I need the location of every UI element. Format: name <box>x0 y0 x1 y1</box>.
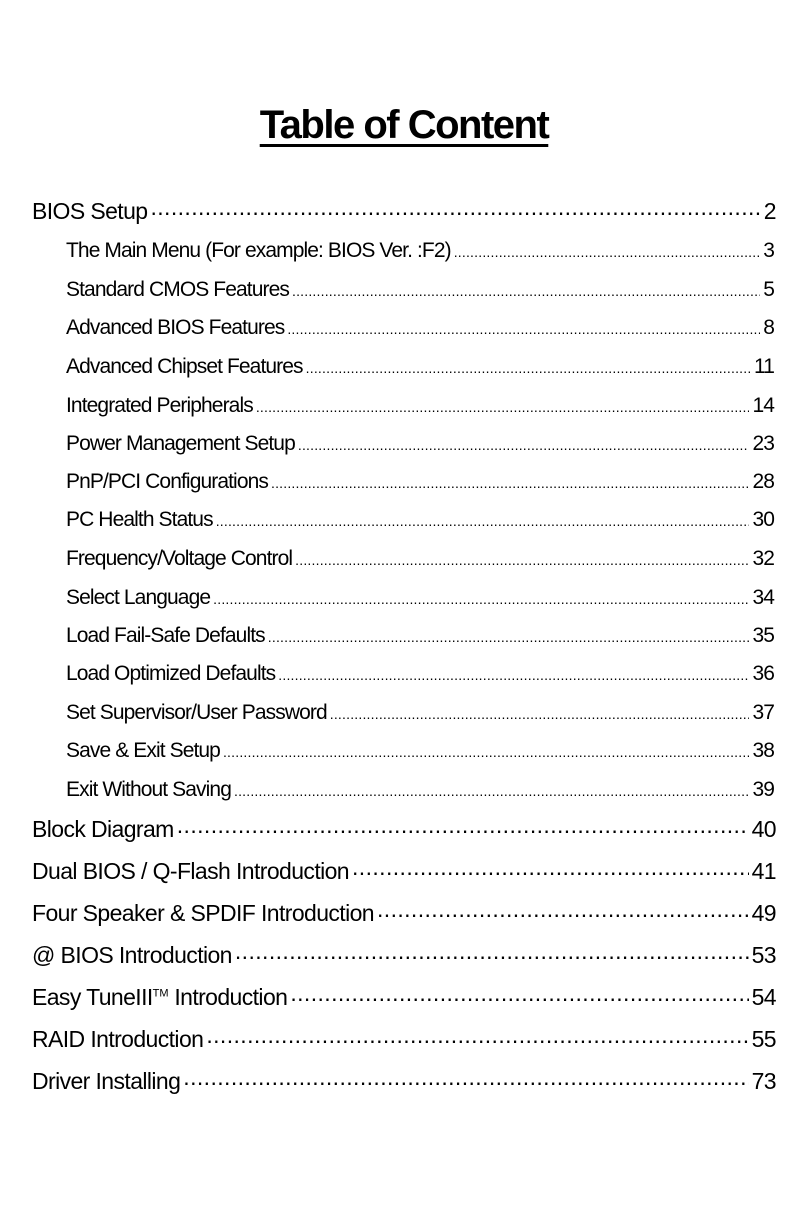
toc-entry-save-exit[interactable] <box>66 736 774 763</box>
toc-entry-page: 28 <box>752 470 774 493</box>
toc-dot-leader <box>234 775 749 796</box>
toc-entry-page: 39 <box>752 778 774 801</box>
toc-entry-page: 3 <box>763 239 774 262</box>
toc-entry-page: 37 <box>752 701 774 724</box>
toc-dot-leader <box>223 736 749 757</box>
toc-entry-fail-safe-defaults[interactable] <box>66 621 774 648</box>
toc-entry-pc-health[interactable] <box>66 505 774 532</box>
toc-entry-page: 36 <box>752 662 774 685</box>
toc-entry-label: Power Management Setup <box>66 432 295 455</box>
toc-entry-optimized-defaults[interactable] <box>66 659 774 686</box>
toc-dot-leader <box>377 898 749 921</box>
toc-entry-label: Dual BIOS / Q-Flash Introduction <box>32 858 349 884</box>
toc-entry-label: @ BIOS Introduction <box>32 942 232 968</box>
toc-entry-page: 32 <box>752 547 774 570</box>
toc-entry-label: Advanced Chipset Features <box>66 355 303 378</box>
toc-dot-leader <box>330 698 750 719</box>
toc-entry-page: 30 <box>752 508 774 531</box>
toc-dot-leader <box>278 659 749 680</box>
toc-dot-leader <box>287 313 760 334</box>
toc-dot-leader <box>216 505 750 526</box>
toc-entry-at-bios[interactable] <box>32 940 776 969</box>
page-title: Table of Content <box>259 103 549 147</box>
toc-entry-easy-tune[interactable] <box>32 982 776 1011</box>
toc-entry-label: Advanced BIOS Features <box>66 316 285 339</box>
toc-entry-label: PC Health Status <box>66 508 213 531</box>
toc-entry-page: 53 <box>751 942 776 968</box>
toc-dot-leader <box>177 814 749 837</box>
toc-entry-frequency-voltage[interactable] <box>66 544 774 571</box>
toc-dot-leader <box>213 583 749 604</box>
toc-dot-leader <box>306 352 751 373</box>
toc-entry-page: 49 <box>751 900 776 926</box>
toc-entry-page: 54 <box>751 984 776 1010</box>
toc-entry-page: 5 <box>763 278 774 301</box>
toc-entry-label: Select Language <box>66 586 211 609</box>
toc-entry-page: 38 <box>752 739 774 762</box>
toc-entry-label: Save & Exit Setup <box>66 739 220 762</box>
toc-entry-pnp-pci[interactable] <box>66 467 774 494</box>
toc-entry-page: 14 <box>752 394 774 417</box>
toc-entry-label: BIOS Setup <box>32 198 148 224</box>
toc-dot-leader <box>206 1024 748 1047</box>
toc-entry-page: 35 <box>752 624 774 647</box>
toc-dot-leader <box>352 856 749 879</box>
toc-entry-page: 34 <box>752 586 774 609</box>
toc-entry-advanced-chipset[interactable] <box>66 352 774 379</box>
toc-dot-leader <box>268 621 750 642</box>
toc-entry-label: Standard CMOS Features <box>66 278 289 301</box>
toc-dot-leader <box>256 391 750 412</box>
toc-entry-exit-without-saving[interactable] <box>66 775 774 802</box>
toc-entry-page: 41 <box>751 858 776 884</box>
toc-entry-label: Set Supervisor/User Password <box>66 701 327 724</box>
toc-entry-supervisor-password[interactable] <box>66 698 774 725</box>
toc-entry-driver-installing[interactable] <box>32 1066 776 1095</box>
toc-dot-leader <box>290 982 748 1005</box>
toc-entry-bios-setup[interactable] <box>32 196 776 225</box>
toc-entry-page: 2 <box>763 198 776 224</box>
toc-entry-four-speaker[interactable] <box>32 898 776 927</box>
toc-entry-main-menu[interactable] <box>66 236 774 263</box>
toc-dot-leader <box>271 467 749 488</box>
toc-entry-page: 40 <box>751 816 776 842</box>
toc-dot-leader <box>150 196 760 219</box>
toc-entry-raid[interactable] <box>32 1024 776 1053</box>
toc-entry-label: Integrated Peripherals <box>66 394 253 417</box>
toc-entry-label: Block Diagram <box>32 816 174 842</box>
toc-dot-leader <box>292 275 760 296</box>
toc-entry-label: Exit Without Saving <box>66 778 231 801</box>
toc-entry-page: 11 <box>754 355 774 378</box>
toc-entry-page: 8 <box>763 316 774 339</box>
toc-dot-leader <box>298 429 750 450</box>
toc-dot-leader <box>454 236 761 257</box>
toc-entry-label: Four Speaker & SPDIF Introduction <box>32 900 374 926</box>
toc-dot-leader <box>235 940 749 963</box>
toc-entry-label: Frequency/Voltage Control <box>66 547 293 570</box>
toc-entry-label: Load Optimized Defaults <box>66 662 276 685</box>
toc-entry-label: The Main Menu (For example: BIOS Ver. :F2) <box>66 239 451 262</box>
toc-entry-dual-bios[interactable] <box>32 856 776 885</box>
toc-entry-block-diagram[interactable] <box>32 814 776 843</box>
toc-entry-integrated-peripherals[interactable] <box>66 391 774 418</box>
toc-entry-select-language[interactable] <box>66 583 774 610</box>
toc-entry-label: RAID Introduction <box>32 1026 204 1052</box>
toc-entry-page: 23 <box>752 432 774 455</box>
toc-entry-label: Easy TuneIII™ Introduction <box>32 984 288 1010</box>
toc-dot-leader <box>295 544 749 565</box>
toc-entry-page: 55 <box>751 1026 776 1052</box>
toc-entry-label: PnP/PCI Configurations <box>66 470 268 493</box>
toc-entry-label: Load Fail-Safe Defaults <box>66 624 265 647</box>
toc-entry-power-management[interactable] <box>66 429 774 456</box>
toc-entry-label: Driver Installing <box>32 1068 181 1094</box>
toc-entry-advanced-bios[interactable] <box>66 313 774 340</box>
toc-entry-page: 73 <box>751 1068 776 1094</box>
toc-dot-leader <box>183 1066 748 1089</box>
toc-entry-standard-cmos[interactable] <box>66 275 774 302</box>
